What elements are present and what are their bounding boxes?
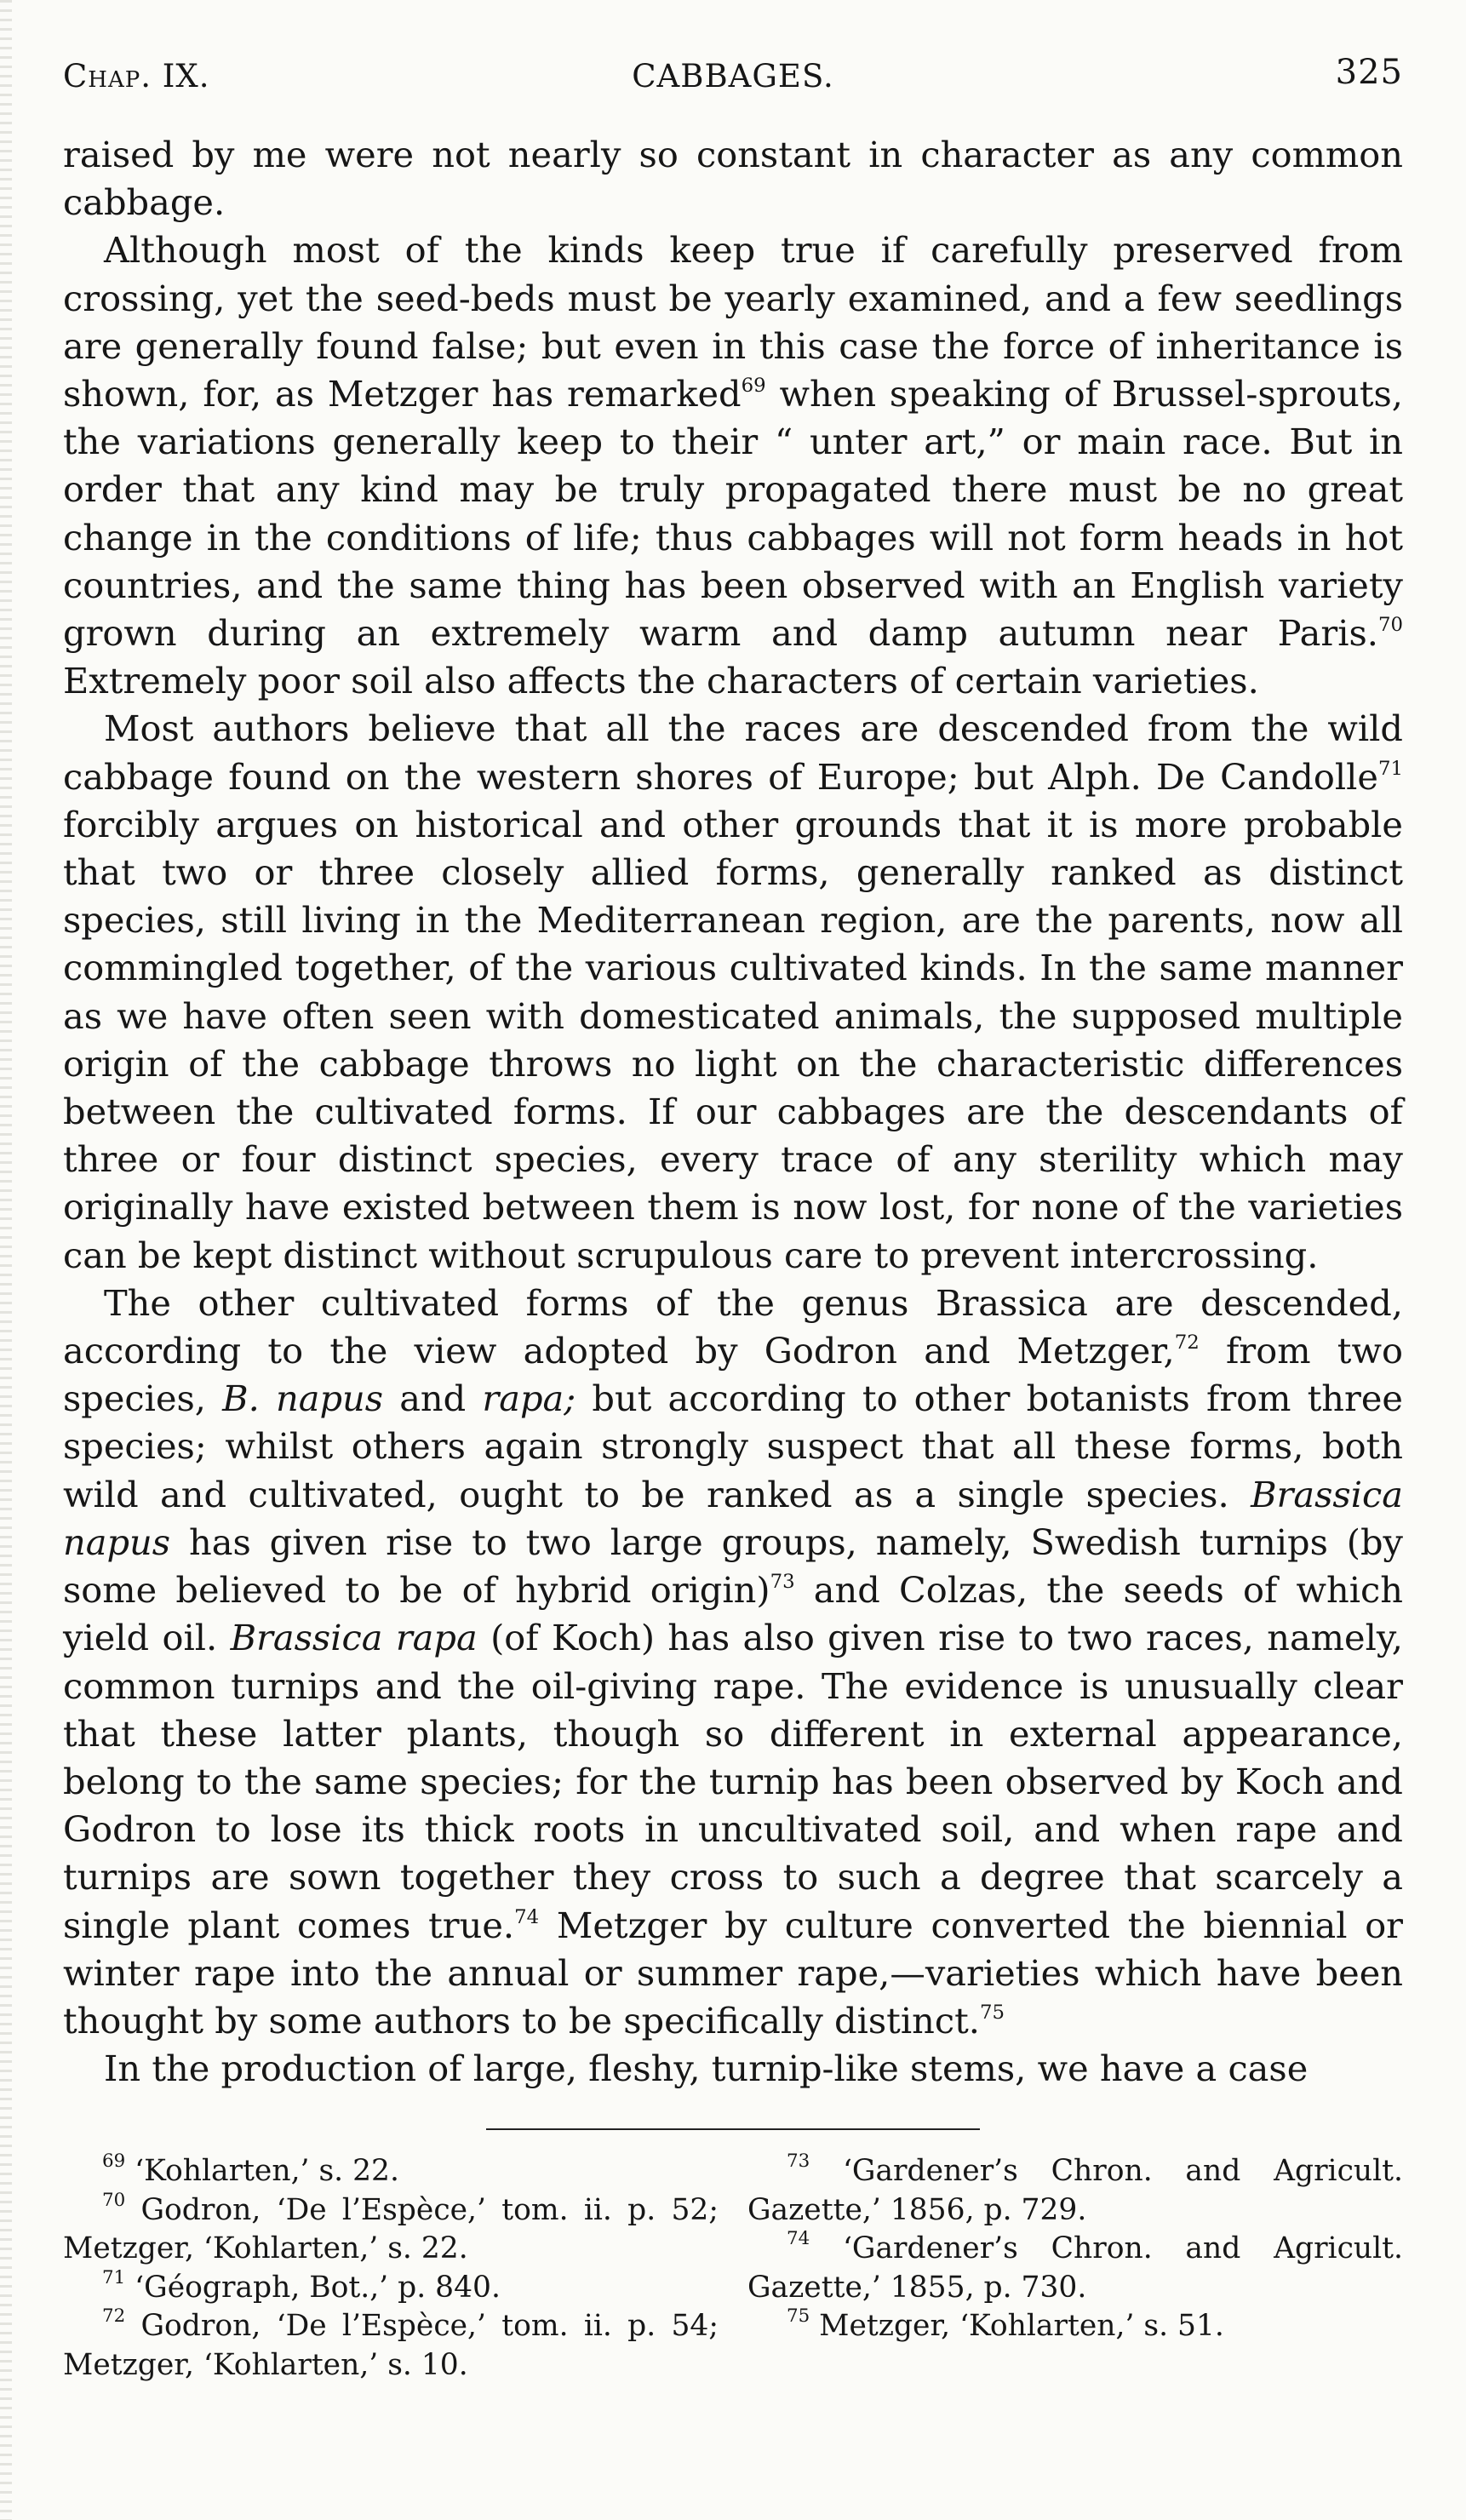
footnote-73	[747, 2152, 1403, 2230]
footnote-ref-72[interactable]: 72	[1174, 1331, 1200, 1354]
footnote-text: Metzger, ‘Kohlarten,’ s. 51.	[810, 2309, 1224, 2344]
text-run: but according to other botanists from three species; whilst others again strongly suspect that all these forms, both wild and cultivated, ought to be ranked as a single species.	[63, 1377, 1403, 1515]
paragraph-stems	[63, 2045, 1403, 2093]
footnote-ref-73[interactable]: 73	[770, 1570, 795, 1593]
paragraph-inheritance	[63, 226, 1403, 705]
footnote-text: ‘Kohlarten,’ s. 22.	[125, 2154, 399, 2189]
footnote-72	[63, 2307, 719, 2385]
footnote-ref-75[interactable]: 75	[979, 2001, 1005, 2024]
text-run: when speaking of Brussel-sprouts, the variations generally keep to their “ unter art,” or main race. But in order that any kind may be truly propagated there must be no great change in the conditions of life; thus cabbages will not form heads in hot countries, and the same thing has been observed with an English variety grown during an extremely warm and damp autumn near Paris.	[63, 373, 1403, 655]
text-run: forcibly argues on historical and other grounds that it is more probable that two or three closely allied forms, generally ranked as distinct species, still living in the Mediterranean region, are the parents, now all commingled together, of the various cultivated kinds. In the same manner as we have often seen with domesticated animals, the supposed multiple origin of the cabbage throws no light on the characteristic differences between the cultivated forms. If our cabbages are the descendants of three or four distinct species, every trace of any sterility which may originally have existed between them is now lost, for none of the varieties can be kept distinct without scrupulous care to prevent intercrossing.	[63, 803, 1403, 1276]
paragraph-origin	[63, 705, 1403, 1279]
body-text	[63, 131, 1403, 2093]
page-number: 325	[1335, 53, 1403, 92]
text-run: has given rise to two large groups, namely, Swedish turnips (by some believed to be of hybrid origin)	[63, 1521, 1403, 1612]
footnote-71	[63, 2266, 719, 2308]
chapter-label: Chap. IX.	[63, 58, 210, 94]
footnote-text: Godron, ‘De l’Espèce,’ tom. ii. p. 54; Metzger, ‘Kohlarten,’ s. 10.	[63, 2309, 719, 2382]
text-run: raised by me were not nearly so constant in character as any common cabbage.	[63, 134, 1403, 224]
footnote-ref-71[interactable]: 71	[1377, 757, 1403, 780]
footnote-number: 75	[787, 2305, 810, 2328]
footnote-text: ‘Gardener’s Chron. and Agricult. Gazette,’ 1855, p. 730.	[747, 2231, 1403, 2305]
footnote-text: ‘Gardener’s Chron. and Agricult. Gazette,’ 1856, p. 729.	[747, 2154, 1403, 2227]
paragraph-continued	[63, 131, 1403, 226]
footnote-ref-70[interactable]: 70	[1377, 613, 1403, 636]
footnote-column-right	[747, 2152, 1403, 2385]
text-run: Although most of the kinds keep true if carefully preserved from crossing, yet the seed-beds must be yearly examined, and a few seedlings are generally found false; but even in this case the force of inheritance is shown, for, as Metzger has remarked	[63, 229, 1403, 415]
footnote-number: 69	[102, 2151, 126, 2173]
species-name: rapa;	[482, 1377, 576, 1420]
text-run: (of Koch) has also given rise to two races, namely, common turnips and the oil-giving rape. The evidence is unusually clear that these latter plants, though so different in external appearance, belong to the same species; for the turnip has been observed by Koch and Godron to lose its thick roots in uncultivated soil, and when rape and turnips are sown together they cross to such a degree that scarcely a single plant comes true.	[63, 1617, 1403, 1946]
footnote-74	[747, 2230, 1403, 2307]
footnote-number: 73	[787, 2151, 810, 2173]
footnote-ref-74[interactable]: 74	[514, 1905, 540, 1928]
footnote-ref-69[interactable]: 69	[741, 374, 766, 397]
text-run: and Colzas, the seeds of which yield oil.	[63, 1569, 1404, 1659]
footnote-number: 72	[102, 2305, 126, 2328]
text-run: from two species,	[63, 1330, 1403, 1420]
text-run: Most authors believe that all the races are descended from the wild cabbage found on the western shores of Europe; but Alph. De Candolle	[63, 707, 1403, 798]
running-title: CABBAGES.	[632, 58, 834, 94]
footnote-75	[747, 2307, 1403, 2346]
footnote-number: 74	[787, 2228, 810, 2250]
footnote-text: Godron, ‘De l’Espèce,’ tom. ii. p. 52; Metzger, ‘Kohlarten,’ s. 22.	[63, 2192, 719, 2266]
text-run: The other cultivated forms of the genus Brassica are descended, according to the view adopted by Godron and Metzger,	[63, 1281, 1403, 1372]
footnote-69	[63, 2152, 719, 2191]
footnotes	[63, 2152, 1403, 2385]
book-page	[63, 53, 1403, 2385]
text-run: In the production of large, fleshy, turnip-like stems, we have a case	[104, 2048, 1309, 2090]
footnote-divider	[486, 2128, 980, 2130]
text-run: Metzger by culture converted the biennial or winter rape into the annual or summer rape,—varieties which have been thought by some authors to be specifically distinct.	[63, 1904, 1404, 2042]
footnote-text: ‘Géograph, Bot.,’ p. 840.	[125, 2270, 501, 2305]
text-run: Extremely poor soil also affects the characters of certain varieties.	[63, 660, 1259, 702]
species-name: B. napus	[222, 1377, 384, 1420]
footnote-number: 70	[102, 2189, 126, 2211]
footnote-70	[63, 2191, 719, 2269]
species-name: Brassica napus	[63, 1473, 1403, 1563]
scanned-page-edge	[0, 0, 12, 2520]
paragraph-brassica	[63, 1280, 1403, 2045]
running-header	[63, 53, 1403, 107]
text-run: and	[383, 1377, 483, 1420]
footnote-number: 71	[102, 2266, 126, 2288]
species-name: Brassica rapa	[230, 1617, 478, 1659]
footnote-column-left	[63, 2152, 719, 2385]
